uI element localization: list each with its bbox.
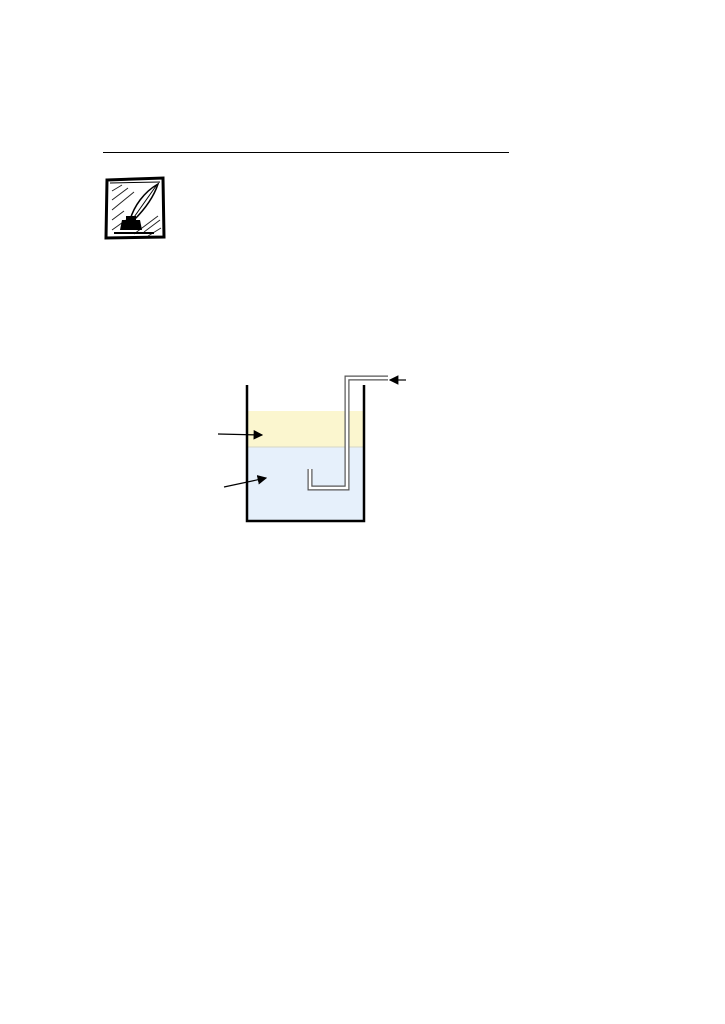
quill-inkwell-icon — [104, 176, 166, 240]
running-header — [103, 138, 509, 153]
experimental-setup-diagram — [150, 365, 470, 535]
